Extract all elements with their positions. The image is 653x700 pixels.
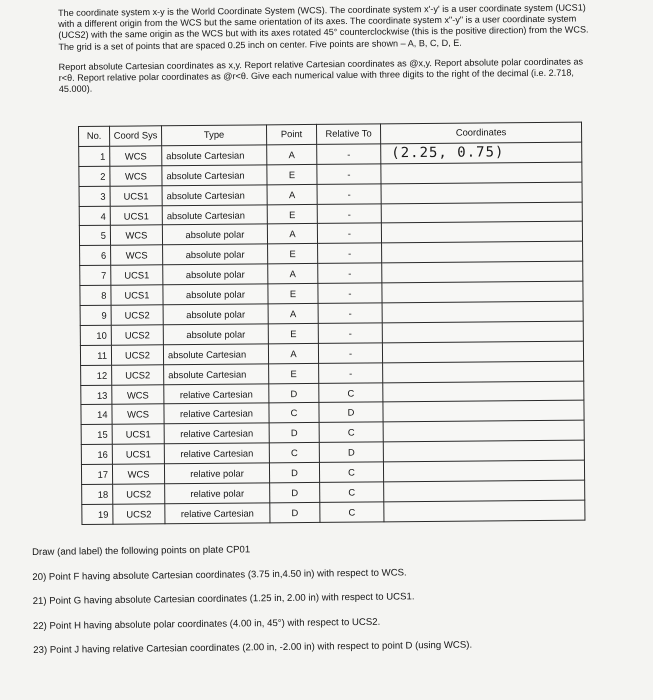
- cell-no: 4: [79, 206, 110, 226]
- cell-coord-sys: WCS: [111, 245, 163, 265]
- cell-coordinates[interactable]: [382, 281, 583, 303]
- cell-coordinates[interactable]: (2.25, 0.75): [381, 142, 582, 164]
- cell-coordinates[interactable]: [382, 241, 583, 263]
- cell-point: E: [267, 204, 317, 224]
- header-coord-sys: Coord Sys: [110, 126, 162, 146]
- cell-coord-sys: UCS1: [110, 205, 162, 225]
- cell-point: A: [268, 343, 318, 363]
- cell-coord-sys: WCS: [110, 146, 162, 166]
- cell-coord-sys: UCS1: [111, 285, 163, 305]
- cell-type: absolute polar: [163, 324, 268, 345]
- header-coordinates: Coordinates: [380, 122, 581, 144]
- cell-no: 16: [81, 444, 112, 464]
- cell-type: relative Cartesian: [165, 503, 270, 524]
- cell-relative-to: -: [318, 263, 382, 283]
- cell-no: 5: [79, 226, 110, 246]
- cell-relative-to: D: [319, 442, 383, 462]
- cell-coordinates[interactable]: [383, 381, 584, 403]
- cell-no: 7: [80, 265, 111, 285]
- cell-type: relative Cartesian: [164, 423, 269, 444]
- cell-no: 8: [80, 285, 111, 305]
- cell-coordinates[interactable]: [381, 182, 582, 204]
- cell-no: 19: [82, 504, 113, 524]
- cell-type: relative Cartesian: [164, 383, 269, 404]
- cell-point: E: [268, 244, 318, 264]
- task-item-20: 20) Point F having absolute Cartesian coordinates (3.75 in,4.50 in) with respect to WCS.: [32, 566, 407, 583]
- cell-type: absolute Cartesian: [162, 204, 267, 225]
- cell-relative-to: -: [317, 223, 381, 243]
- cell-coordinates[interactable]: [383, 420, 584, 442]
- cell-coord-sys: UCS2: [112, 364, 164, 384]
- intro-paragraph-2: Report absolute Cartesian coordinates as x,y. Report relative Cartesian coordinates as @x,y. Report absolute polar coordinates as r<θ. Report relative polar coordinates as @r<θ. Give each numerical value with three digits to the right of the decimal (i.e. 2.718, 45.000).: [58, 56, 584, 95]
- task-item-21: 21) Point G having absolute Cartesian coordinates (1.25 in, 2.00 in) with respect to UCS1.: [32, 591, 415, 607]
- cell-no: 10: [80, 325, 111, 345]
- cell-coord-sys: UCS2: [111, 325, 163, 345]
- cell-coordinates[interactable]: [383, 401, 584, 423]
- cell-relative-to: -: [318, 343, 382, 363]
- cell-point: A: [268, 264, 318, 284]
- cell-type: absolute Cartesian: [163, 344, 268, 365]
- cell-point: E: [268, 284, 318, 304]
- cell-coord-sys: WCS: [110, 225, 162, 245]
- header-no: No.: [79, 126, 110, 146]
- cell-type: relative polar: [165, 483, 270, 504]
- cell-coordinates[interactable]: [381, 202, 582, 224]
- cell-type: absolute Cartesian: [162, 145, 267, 166]
- cell-type: absolute Cartesian: [162, 165, 267, 186]
- cell-coordinates[interactable]: [381, 162, 582, 184]
- cell-point: D: [269, 423, 319, 443]
- cell-relative-to: -: [317, 203, 381, 223]
- cell-relative-to: -: [317, 184, 381, 204]
- cell-coord-sys: UCS2: [113, 504, 165, 524]
- cell-type: relative Cartesian: [164, 403, 269, 424]
- cell-point: A: [267, 144, 317, 164]
- drawing-tasks: [32, 540, 633, 670]
- cell-coordinates[interactable]: [383, 460, 584, 482]
- cell-relative-to: C: [319, 422, 383, 442]
- cell-coord-sys: WCS: [112, 384, 164, 404]
- cell-relative-to: -: [319, 363, 383, 383]
- cell-point: D: [270, 482, 320, 502]
- cell-coord-sys: WCS: [112, 404, 164, 424]
- header-relative-to: Relative To: [316, 124, 380, 144]
- cell-no: 11: [80, 345, 111, 365]
- cell-coord-sys: UCS2: [113, 484, 165, 504]
- cell-point: A: [267, 224, 317, 244]
- coordinates-table: [78, 122, 585, 525]
- cell-relative-to: -: [318, 243, 382, 263]
- cell-no: 13: [81, 385, 112, 405]
- cell-no: 18: [82, 484, 113, 504]
- task-item-22: 22) Point H having absolute polar coordinates (4.00 in, 45°) with respect to UCS2.: [32, 616, 381, 632]
- cell-coord-sys: UCS1: [112, 444, 164, 464]
- cell-coord-sys: WCS: [110, 166, 162, 186]
- cell-type: relative polar: [164, 463, 269, 484]
- cell-coordinates[interactable]: [383, 361, 584, 383]
- cell-point: C: [269, 403, 319, 423]
- cell-point: E: [269, 363, 319, 383]
- cell-coord-sys: WCS: [112, 464, 164, 484]
- cell-type: absolute polar: [163, 304, 268, 325]
- cell-type: absolute polar: [163, 284, 268, 305]
- table-body: [79, 142, 585, 524]
- cell-point: C: [269, 443, 319, 463]
- cell-no: 14: [81, 405, 112, 425]
- coordinates-table-wrapper: [78, 122, 585, 525]
- cell-point: A: [268, 303, 318, 323]
- cell-relative-to: -: [318, 303, 382, 323]
- cell-point: D: [270, 502, 320, 522]
- cell-relative-to: C: [320, 482, 384, 502]
- cell-type: absolute polar: [162, 224, 267, 245]
- cell-relative-to: C: [319, 462, 383, 482]
- cell-coord-sys: UCS1: [112, 424, 164, 444]
- table-row: [82, 500, 585, 524]
- cell-relative-to: -: [317, 144, 381, 164]
- cell-no: 15: [81, 425, 112, 445]
- cell-coord-sys: UCS1: [111, 265, 163, 285]
- cell-coordinates[interactable]: [384, 500, 585, 522]
- cell-relative-to: C: [319, 382, 383, 402]
- cell-coordinates[interactable]: [382, 261, 583, 283]
- cell-type: relative Cartesian: [164, 443, 269, 464]
- cell-coordinates[interactable]: [382, 321, 583, 343]
- cell-relative-to: -: [318, 323, 382, 343]
- cell-point: D: [269, 383, 319, 403]
- task-item-23: 23) Point J having relative Cartesian coordinates (2.00 in, -2.00 in) with respect to point D (using WCS).: [33, 639, 473, 656]
- cell-no: 2: [79, 166, 110, 186]
- cell-no: 6: [80, 246, 111, 266]
- cell-coordinates[interactable]: [382, 341, 583, 363]
- intro-paragraph-1: The coordinate system x-y is the World Coordinate System (WCS). The coordinate system x'-y' is a user coordinate system (UCS1) with a different origin from the WCS but the same orientation of its axes. The coordinate system x"-y" is a user coordinate system (UCS2) with the same origin as the WCS but with its axes rotated 45° counterclockwise (this is the positive direction) from the WCS. The grid is a set of points that are spaced 0.25 inch on center. Five points are shown – A, B, C, D, E.: [58, 2, 589, 52]
- tasks-heading: Draw (and label) the following points on plate CP01: [32, 544, 251, 558]
- cell-coord-sys: UCS2: [111, 305, 163, 325]
- cell-point: E: [268, 323, 318, 343]
- cell-relative-to: -: [317, 164, 381, 184]
- cell-no: 17: [81, 464, 112, 484]
- cell-type: absolute polar: [163, 244, 268, 265]
- cell-relative-to: -: [318, 283, 382, 303]
- cell-coord-sys: UCS2: [111, 345, 163, 365]
- cell-no: 1: [79, 146, 110, 166]
- cell-coordinates[interactable]: [382, 301, 583, 323]
- cell-no: 3: [79, 186, 110, 206]
- header-point: Point: [266, 124, 316, 144]
- cell-coordinates[interactable]: [384, 480, 585, 502]
- intro-text: [58, 2, 599, 104]
- cell-coord-sys: UCS1: [110, 185, 162, 205]
- cell-relative-to: C: [320, 502, 384, 522]
- cell-point: D: [269, 463, 319, 483]
- cell-relative-to: D: [319, 402, 383, 422]
- header-type: Type: [162, 125, 267, 146]
- cell-point: A: [267, 184, 317, 204]
- cell-coordinates[interactable]: [381, 222, 582, 244]
- cell-type: absolute Cartesian: [164, 364, 269, 385]
- cell-type: absolute polar: [163, 264, 268, 285]
- cell-no: 9: [80, 305, 111, 325]
- cell-coordinates[interactable]: [383, 440, 584, 462]
- cell-type: absolute Cartesian: [162, 185, 267, 206]
- cell-no: 12: [81, 365, 112, 385]
- cell-point: E: [267, 164, 317, 184]
